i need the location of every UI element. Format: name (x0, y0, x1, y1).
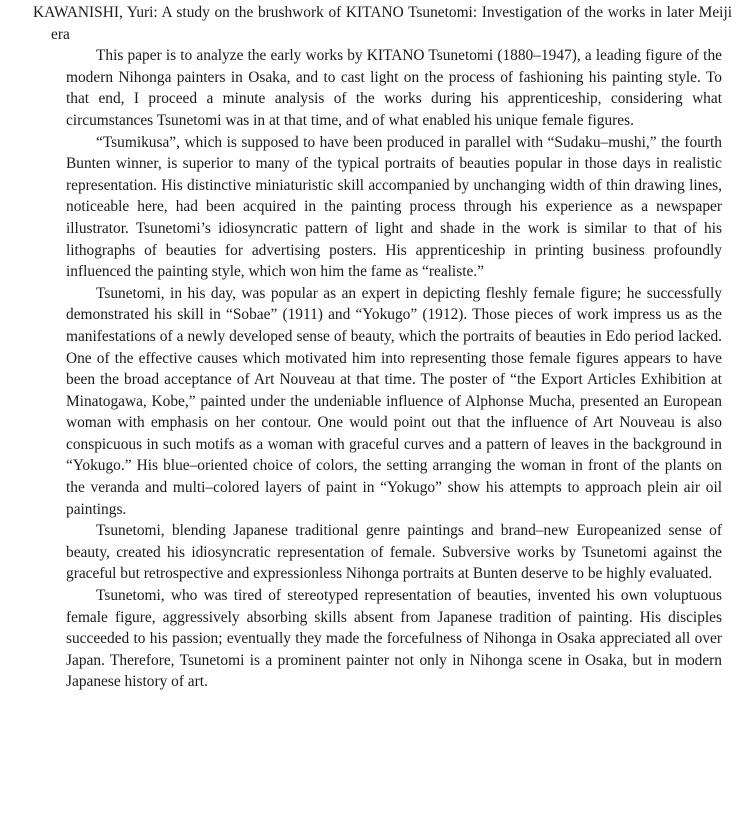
paper-title: KAWANISHI, Yuri: A study on the brushwork of KITANO Tsunetomi: Investigation of the works in later Meiji era (33, 4, 732, 43)
abstract (33, 45, 732, 693)
abstract-paragraph-2: “Tsumikusa”, which is supposed to have been produced in parallel with “Sudaku–mushi,” the fourth Bunten winner, is superior to many of the typical portraits of beauties popular in those days in realistic representation. His distinctive miniaturistic skill accompanied by unchanging width of thin drawing lines, noticeable here, had been acquired in the painting process through his experience as a newspaper illustrator. Tsunetomi’s idiosyncratic pattern of light and shade in the work is similar to that of his lithographs of beauties for advertising posters. His apprenticeship in printing business profoundly influenced the painting style, which won him the fame as “realiste.” (66, 133, 722, 281)
abstract-paragraph-1: This paper is to analyze the early works by KITANO Tsunetomi (1880–1947), a leading figure of the modern Nihonga painters in Osaka, and to cast light on the process of fashioning his painting style. To that end, I proceed a minute analysis of the works during his apprenticeship, considering what circumstances Tsunetomi was in at that time, and of what enabled his unique female figures. (66, 47, 722, 129)
abstract-paragraph-5: Tsunetomi, who was tired of stereotyped representation of beauties, invented his own voluptuous female figure, aggressively absorbing skills absent from Japanese tradition of painting. His disciples succeeded to his passion; eventually they made the forcefulness of Nihonga in Osaka appreciated all over Japan. Therefore, Tsunetomi is a prominent painter not only in Nihonga scene in Osaka, but in modern Japanese history of art. (66, 587, 722, 691)
abstract-paragraph-4: Tsunetomi, blending Japanese traditional genre paintings and brand–new Europeanized sense of beauty, created his idiosyncratic representation of female. Subversive works by Tsunetomi against the graceful but retrospective and expressionless Nihonga portraits at Bunten deserve to be highly evaluated. (66, 522, 722, 583)
abstract-paragraph-3: Tsunetomi, in his day, was popular as an expert in depicting fleshly female figure; he successfully demonstrated his skill in “Sobae” (1911) and “Yokugo” (1912). Those pieces of work impress us as the manifestations of a newly developed sense of beauty, which the portraits of beauties in Edo period lacked. One of the effective causes which motivated him into representing those female figures appears to have been the broad acceptance of Art Nouveau at that time. The poster of “the Export Articles Exhibition at Minatogawa, Kobe,” painted under the undeniable influence of Alphonse Mucha, presented an European woman with emphasis on her contour. One would point out that the influence of Art Nouveau is also conspicuous in such motifs as a woman with graceful curves and a pattern of leaves in the background in “Yokugo.” His blue–oriented choice of colors, the setting arranging the woman in front of the plants on the veranda and multi–colored layers of paint in “Yokugo” show his attempts to approach plein air oil paintings. (66, 284, 722, 518)
